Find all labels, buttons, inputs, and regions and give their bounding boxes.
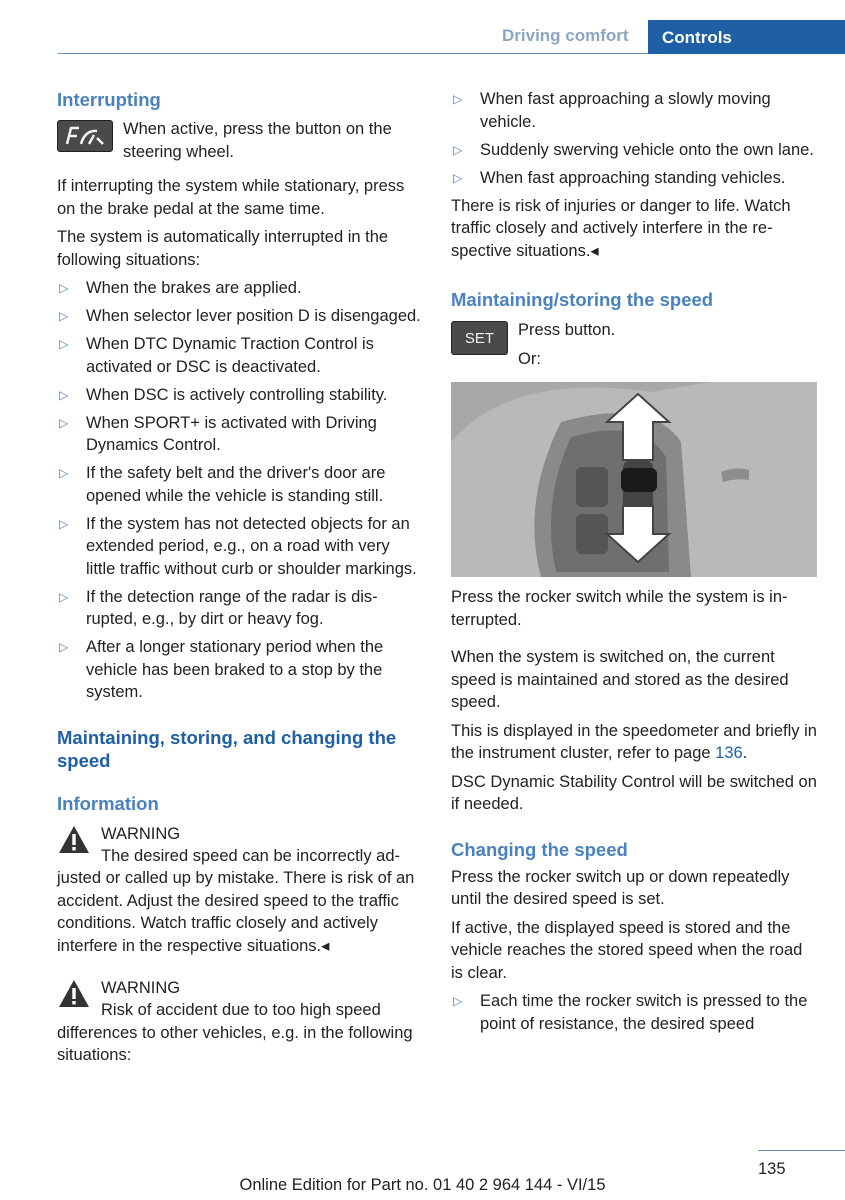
bullet-icon: ▷ bbox=[59, 589, 69, 604]
paragraph-dsc: DSC Dynamic Stability Control will be switched on if needed. bbox=[451, 772, 817, 813]
warning-text: The desired speed can be incorrectly adjusted or called up by mistake. There is risk of an accident. Adjust the desired speed to the traffic conditions. Watch traffic closely and actively interfere in the respective situations.◂ bbox=[57, 846, 415, 955]
paragraph-auto-interrupt: The system is automatically interrupted in the following situations: bbox=[57, 228, 389, 269]
heading-changing-speed: Changing the speed bbox=[451, 838, 628, 860]
heading-maintaining-storing: Maintaining/storing the speed bbox=[451, 289, 714, 310]
or-text: Or: bbox=[518, 349, 541, 368]
bullet-icon: ▷ bbox=[59, 281, 69, 295]
paragraph-if-active: If active, the displayed speed is stored and the vehicle reaches the stored speed when the road is clear. bbox=[451, 918, 803, 982]
edition-footer: Online Edition for Part no. 01 40 2 964 144 - VI/15 bbox=[239, 1176, 606, 1194]
paragraph-stationary: If interrupting the system while stationary, press on the brake pedal at the same time. bbox=[57, 177, 405, 218]
list-item: ▷ When selector lever position D is disengaged. bbox=[57, 305, 423, 328]
warning-icon bbox=[57, 977, 91, 1011]
page-number: 135 bbox=[758, 1160, 786, 1178]
set-button-icon: SET bbox=[451, 321, 508, 355]
interrupt-situations-list bbox=[57, 277, 423, 704]
list-item: ▷ If the safety belt and the driver's door are opened while the vehicle is standing still. bbox=[59, 464, 386, 505]
list-item: ▷ When fast approaching a slowly moving vehicle. bbox=[453, 90, 771, 131]
warning-title: WARNING bbox=[101, 824, 181, 843]
right-column bbox=[451, 88, 817, 1041]
paragraph-changing: Press the rocker switch up or down repeatedly until the desired speed is set. bbox=[451, 867, 790, 908]
warning-title: WARNING bbox=[101, 979, 181, 997]
paragraph-switched-on: When the system is switched on, the current speed is maintained and stored as the desired speed. bbox=[451, 648, 789, 711]
heading-interrupting: Interrupting bbox=[57, 89, 161, 110]
page-link[interactable]: 136 bbox=[715, 744, 743, 762]
bullet-icon: ▷ bbox=[59, 415, 69, 430]
list-item: ▷ Each time the rocker switch is pressed to the point of resistance, the desired speed bbox=[453, 992, 808, 1033]
bullet-icon: ▷ bbox=[59, 337, 69, 351]
speed-difference-list bbox=[451, 88, 817, 189]
heading-information: Information bbox=[57, 792, 159, 814]
list-item: ▷ If the system has not detected objects for an extended period, e.g., on a road with very little traffic without curb or shoulder markings. bbox=[59, 514, 417, 578]
warning-box-2 bbox=[57, 977, 423, 1067]
paragraph-displayed: This is displayed in the speedometer and briefly in the instrument cluster, refer to page 136. bbox=[451, 721, 817, 762]
warning-text: Risk of accident due to too high speed differences to other vehicles, e.g. in the following situations: bbox=[57, 1001, 413, 1064]
left-column bbox=[57, 88, 423, 1067]
interrupt-instruction: When active, press the button on the steering wheel. bbox=[123, 120, 392, 161]
bullet-icon: ▷ bbox=[453, 92, 463, 106]
list-item: ▷ When DSC is actively controlling stability. bbox=[57, 384, 423, 407]
cruise-interrupt-icon bbox=[57, 120, 113, 152]
bullet-icon: ▷ bbox=[59, 466, 69, 480]
bullet-icon: ▷ bbox=[453, 994, 463, 1008]
set-button-row bbox=[451, 319, 817, 370]
list-item: ▷ When SPORT+ is activated with Driving Dynamics Control. bbox=[59, 413, 377, 454]
bullet-icon: ▷ bbox=[59, 640, 69, 654]
header-section: Driving comfort bbox=[502, 26, 629, 45]
bullet-icon: ▷ bbox=[59, 309, 69, 323]
paragraph-risk: There is risk of injuries or danger to life. Watch traffic closely and actively interfere in the respective situations.◂ bbox=[451, 196, 791, 260]
warning-icon bbox=[57, 823, 91, 857]
header-tab: Controls bbox=[648, 20, 845, 54]
list-item: ▷ After a longer stationary period when the vehicle has been braked to a stop by the system. bbox=[59, 638, 384, 701]
press-button-text: Press button. bbox=[518, 321, 616, 339]
list-item: ▷ When fast approaching standing vehicles. bbox=[451, 167, 817, 190]
paragraph-rocker: Press the rocker switch while the system is interrupted. bbox=[451, 588, 788, 629]
list-item: ▷ Suddenly swerving vehicle onto the own lane. bbox=[451, 139, 817, 162]
list-item: ▷ If the detection range of the radar is disrupted, e.g., by dirt or heavy fog. bbox=[59, 587, 378, 628]
steering-wheel-rocker-image bbox=[451, 382, 817, 577]
footer-rule bbox=[758, 1150, 845, 1151]
interrupt-button-row bbox=[57, 118, 423, 163]
changing-speed-list bbox=[451, 990, 817, 1035]
list-item: ▷ When the brakes are applied. bbox=[57, 277, 423, 300]
warning-box-1 bbox=[57, 823, 423, 958]
bullet-icon: ▷ bbox=[453, 142, 463, 157]
bullet-icon: ▷ bbox=[59, 387, 69, 402]
heading-maintaining-storing-changing: Maintaining, storing, and changing the speed bbox=[57, 726, 397, 771]
list-item: ▷ When DTC Dynamic Traction Control is activated or DSC is deactivated. bbox=[59, 335, 374, 376]
bullet-icon: ▷ bbox=[59, 516, 69, 531]
bullet-icon: ▷ bbox=[453, 170, 463, 185]
